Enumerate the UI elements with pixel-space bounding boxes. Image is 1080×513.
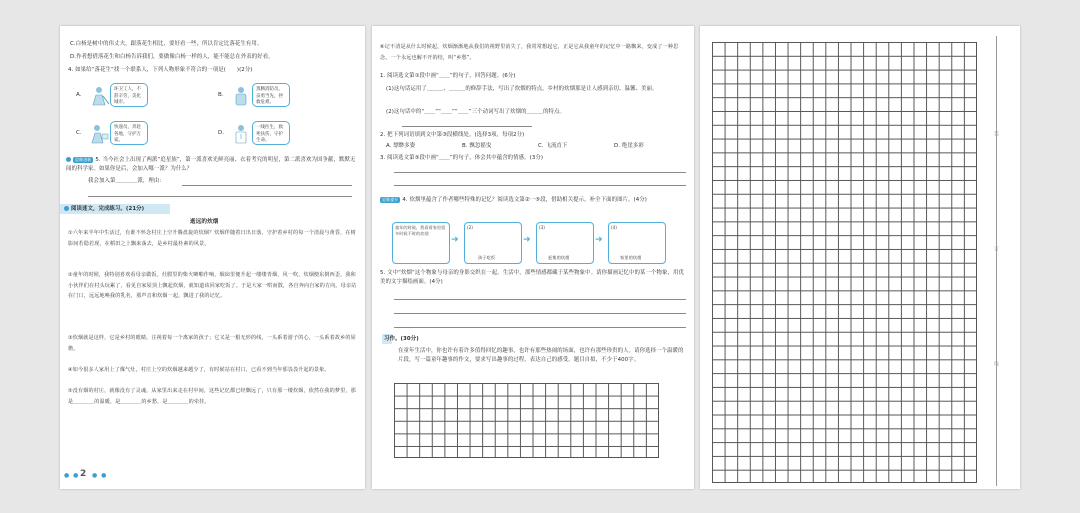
question-5-bullet-icon xyxy=(66,157,71,162)
question-2: 2. 把下列词语填到文中第③段横线处。(选择3项，每项2分) xyxy=(380,132,525,138)
essay-title: 逝远的炊烟 xyxy=(190,219,219,225)
flow-box-4-text: (4) xyxy=(611,225,617,230)
essay-paragraph-1: ①六年来半年中生活过，有谁不怀念村庄上空升腾盘旋的炊烟？炊烟伴随着日出日落，守护着乡村的每一个清晨与黄昏，在树影间若隐若现，在稻田之上飘来荡去，是乡村最朴素的风景。 xyxy=(68,230,356,247)
answer-line[interactable] xyxy=(394,185,686,186)
page-middle xyxy=(372,26,694,489)
option-c-text: 快递员，奔赴各地，守护万家。 xyxy=(114,125,141,143)
answer-line[interactable] xyxy=(182,185,352,186)
question-5-text: 5. 当今社会上出现了两派“追星族”，第一派喜欢光鲜亮丽、衣着考究的明星，第二派喜欢为国争献，默默无闻的科学家。如果你是后，会加入哪一派？为什么？ xyxy=(66,157,356,172)
writing-grid[interactable] xyxy=(394,383,659,458)
arrow-right-icon: ➜ xyxy=(451,235,459,245)
question-5-badge: 思维创新 xyxy=(75,156,92,162)
option-a-card[interactable] xyxy=(110,83,148,107)
option-c-line: C.白杨是树中的伟丈夫，跟落花生相比，要好看一些，所以肯定比落花生有用。 xyxy=(70,41,263,47)
page-left xyxy=(60,26,365,489)
page-right xyxy=(700,26,1020,489)
option-c-label: C. xyxy=(76,130,82,136)
essay-paragraph-5: ⑤没有烟的村庄，就像没有了灵魂。从家里出来走在村中间，这些记忆都已经飘远了，只有那一缕炊烟，依然在我的梦里，那是＿＿＿＿的温暖，是＿＿＿＿的乡愁，是＿＿＿＿的牵挂。 xyxy=(68,388,356,405)
option-c-card[interactable] xyxy=(110,121,148,145)
option-a-label: A. xyxy=(76,92,82,98)
essay-paragraph-6: ⑥记不清是从什么时候起，炊烟渐渐地从我们的视野里消失了，我常常想起它，正是它从我童年的记忆中一路飘来，变成了一种思念，一个永远也解不开的结，叫“乡愁”。 xyxy=(380,44,679,61)
option-d-line: D.作者想借落花生和白杨告诉我们，要做像白杨一样的人，能不能总在外表的好看。 xyxy=(70,54,274,60)
arrow-right-icon: ➜ xyxy=(523,235,531,245)
question-4-text: 4. 炊烟里蕴含了作者哪些特殊的记忆？阅读选文第②一⑤段，借助相关提示，补全下面的图片。(4分) xyxy=(402,197,647,203)
flow-caption-4: 家里的炊烟 xyxy=(620,255,642,260)
option-d-text: 一线医生，救死扶伤，守护生命。 xyxy=(256,125,283,143)
page-number: 2 xyxy=(80,469,87,479)
binding-label: 订 xyxy=(993,246,999,251)
question-1: 1. 阅读选文第①段中画“＿＿”的句子，回答问题。(6分) xyxy=(380,73,516,79)
binding-label: 线 xyxy=(993,361,999,366)
question-5 xyxy=(66,156,356,174)
writing-grid-continued[interactable] xyxy=(712,42,977,483)
option-b-card[interactable] xyxy=(252,83,290,107)
flow-caption-3: 赶集的炊烟 xyxy=(548,255,570,260)
question-3: 3. 阅读选文第⑤段中画“＿＿”的句子，体会其中蕴含的情感。(3分) xyxy=(380,155,544,161)
essay-paragraph-4: ④如今很多人家用上了煤气灶，村庄上空的炊烟越来越少了，有时候站在村口，已看不到当年那袅袅升起的景象。 xyxy=(68,367,330,373)
question-5-answer-prompt: 我会加入第＿＿＿＿派，理由： xyxy=(88,178,165,184)
essay-paragraph-3: ③炊烟就是这样，它是乡村的眼睛，注视着每一个离家的孩子；它又是一根无形的线，一头系着游子的心，一头系着故乡的屋檐。 xyxy=(68,335,356,352)
answer-line[interactable] xyxy=(402,126,532,127)
option-b-text: 蒸腾消防员，奋勇当先，拯救危难。 xyxy=(256,87,283,105)
section-title xyxy=(64,206,144,213)
courier-figure xyxy=(88,122,110,144)
question-2-option-b: B. 飘忽摇曳 xyxy=(462,143,492,149)
option-a-text: 环卫工人，不辞辛劳，美化城市。 xyxy=(114,87,141,105)
flow-box-1-text: 童年的时候，我看着家里很多时候不时的炊烟 xyxy=(395,225,446,237)
firefighter-figure xyxy=(230,84,252,106)
answer-line[interactable] xyxy=(394,172,686,173)
flow-caption-2: 孩子吃饭 xyxy=(478,255,496,260)
option-d-label: D. xyxy=(218,130,224,136)
flow-box-1 xyxy=(392,222,450,264)
answer-line[interactable] xyxy=(88,196,352,197)
answer-line[interactable] xyxy=(394,327,686,328)
question-4: 4. 如果给“落花生”找一个联系人，下列人物形象不符合的一项是( )(2分) xyxy=(68,67,253,73)
essay-paragraph-2: ②童年的时候，我特别喜欢看母亲做饭。灶膛里的柴火噼啪作响，烟囱里便升起一缕缕青烟，风一吹，炊烟便东倒西歪，我和小伙伴们在村头玩累了，看见自家屋顶上飘起炊烟，就知道该回家吃饭了。于是大家一哄而散，各自奔向自家的方向。母亲站在门口，远远地唤我的乳名，那声音和炊烟一起，飘进了我的记忆。 xyxy=(68,272,357,300)
flow-box-3-text: (3) xyxy=(539,225,545,230)
question-4 xyxy=(380,196,685,205)
option-b-label: B. xyxy=(218,92,224,98)
question-1-2: (2)这句话中的“＿＿”“＿＿”“＿＿”三个动词写出了炊烟的＿＿＿的特点。 xyxy=(386,109,566,115)
section-icon xyxy=(64,206,69,211)
page-number-dots-left: ● ● xyxy=(64,472,80,479)
question-2-option-a: A. 缥缈多姿 xyxy=(386,143,416,149)
page-number-dots-right: ● ● xyxy=(92,472,108,479)
answer-line[interactable] xyxy=(394,313,686,314)
option-d-card[interactable] xyxy=(252,121,290,145)
binding-label: 装 xyxy=(993,131,999,136)
section-title-text: 阅读迷文，完成练习。(21分) xyxy=(71,206,145,212)
doctor-figure xyxy=(230,122,252,144)
question-5: 5. 文中“炊烟”这个物象与母亲的身影交织在一起。生活中，那些情感都藏于某些物象中。请你描画记忆中的某一个物象，用优美的文字描绘画面。(4分) xyxy=(380,270,684,285)
answer-line[interactable] xyxy=(394,299,686,300)
question-1-1: (1)这句话运用了＿＿＿、＿＿＿的修辞手法，写出了炊烟的特点，乡村的炊烟那是让人感到亲切、温馨、美丽。 xyxy=(386,86,658,92)
arrow-right-icon: ➜ xyxy=(595,235,603,245)
binding-line xyxy=(996,36,997,486)
question-2-option-d: D. 绝崖多彩 xyxy=(614,143,644,149)
writing-title: 习作。(30分) xyxy=(384,336,419,342)
sanitation-worker-figure xyxy=(88,84,110,106)
question-2-option-c: C. 飞流直下 xyxy=(538,143,568,149)
writing-prompt: 在童年生活中，你也许有着许多值得回忆的趣事，也许有那些热闹的场面，也许有那些珍贵的人。请你选择一个温暖的片段，写一篇童年趣事的作文，要求写出趣事的过程，表达自己的感受。题目自拟，不少于400字。 xyxy=(398,348,684,363)
question-4-badge: 思维提升 xyxy=(382,196,399,202)
flow-box-2-text: (2) xyxy=(467,225,473,230)
